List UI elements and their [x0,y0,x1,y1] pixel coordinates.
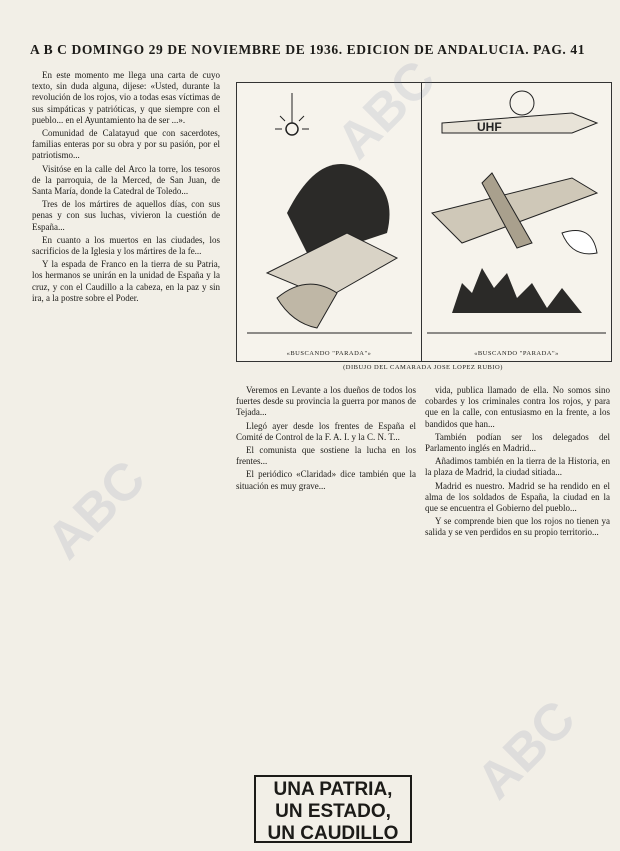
paragraph: Visitóse en la calle del Arco la torre, los tesoros de la parroquia, de la Merced, de San Juan, de Santa María, donde la Catedral de Toledo... [32,163,220,197]
paragraph: Añadimos también en la tierra de la Historia, en la plaza de Madrid, la ciudad sitiada... [425,456,610,478]
cartoon-drawing-left [237,83,421,345]
cartoon-panel-right [422,83,611,361]
paragraph: El comunista que sostiene la lucha en los frentes... [236,445,416,467]
paragraph: Madrid es nuestro. Madrid se ha rendido en el alma de los soldados de España, la ciudad en la que se encuentra el Gobierno del pueblo... [425,480,610,514]
paragraph: Y se comprende bien que los rojos no tienen ya salida y se ven perdidos en su propio territorio... [425,516,610,538]
page-header: A B C DOMINGO 29 DE NOVIEMBRE DE 1936. EDICION DE ANDALUCIA. PAG. 41 [30,42,586,57]
cartoon-drawing-right [422,83,611,345]
plane-marking-text: UHF [477,120,502,134]
watermark-abc: ABC [465,689,587,811]
slogan-box [254,775,412,843]
paragraph: Llegó ayer desde los frentes de España el Comité de Control de la F. A. I. y la C. N. T... [236,420,416,442]
slogan-line-2: UN ESTADO, [275,801,391,822]
slogan-line-1: UNA PATRIA, [273,779,393,800]
paragraph: Y la espada de Franco en la tierra de su Patria, los hermanos se unirán en la unidad de España y la cruz, y con el Caudillo a la cabeza, en la paz y sin ira, a la postre sobre el Poder. [32,259,220,303]
paragraph: Tres de los mártires de aquellos días, con sus penas y con sus luchas, vivieron la cuestión de España... [32,199,220,232]
left-column [32,70,220,842]
middle-column [236,385,416,780]
cartoon-credit: (DIBUJO DEL CAMARADA JOSE LOPEZ RUBIO) [343,364,503,371]
slogan-line-3: UN CAUDILLO [267,823,399,844]
paragraph: vida, publica llamado de ella. No somos sino cobardes y los criminales contra los rojos, y para que en la calle, con entusiasmo en la frente, a los bandidos que han... [425,385,610,429]
paragraph: En este momento me llega una carta de cuyo texto, sin duda alguna, dijese: «Usted, durante la revolución de los rojos, vio a todas esas víctimas de sus simpáticas y patrióticas, y que siempre con el pueblo... en el Ayuntamiento ha de ser ...». [32,70,220,125]
paragraph: En cuanto a los muertos en las ciudades, los sacrificios de la Iglesia y los mártires de la fe... [32,234,220,257]
paragraph: También podían ser los delegados del Parlamento inglés en Madrid... [425,431,610,454]
cartoon-strip [236,82,612,362]
paragraph: El periódico «Claridad» dice también que la situación es muy grave... [236,469,416,491]
paragraph: Veremos en Levante a los dueños de todos los fuertes desde su provincia la guerra por manos de Tejada... [236,385,416,418]
watermark-abc: ABC [35,449,157,571]
cartoon-caption-left: «BUSCANDO "PARADA"» [286,350,372,357]
right-column [425,385,610,845]
paragraph: Comunidad de Calatayud que con sacerdotes, familias enteras por su obra y por su pasión, por el patriotismo... [32,128,220,161]
cartoon-caption-right: «BUSCANDO "PARADA"» [474,350,559,357]
cartoon-panel-left [237,83,422,361]
